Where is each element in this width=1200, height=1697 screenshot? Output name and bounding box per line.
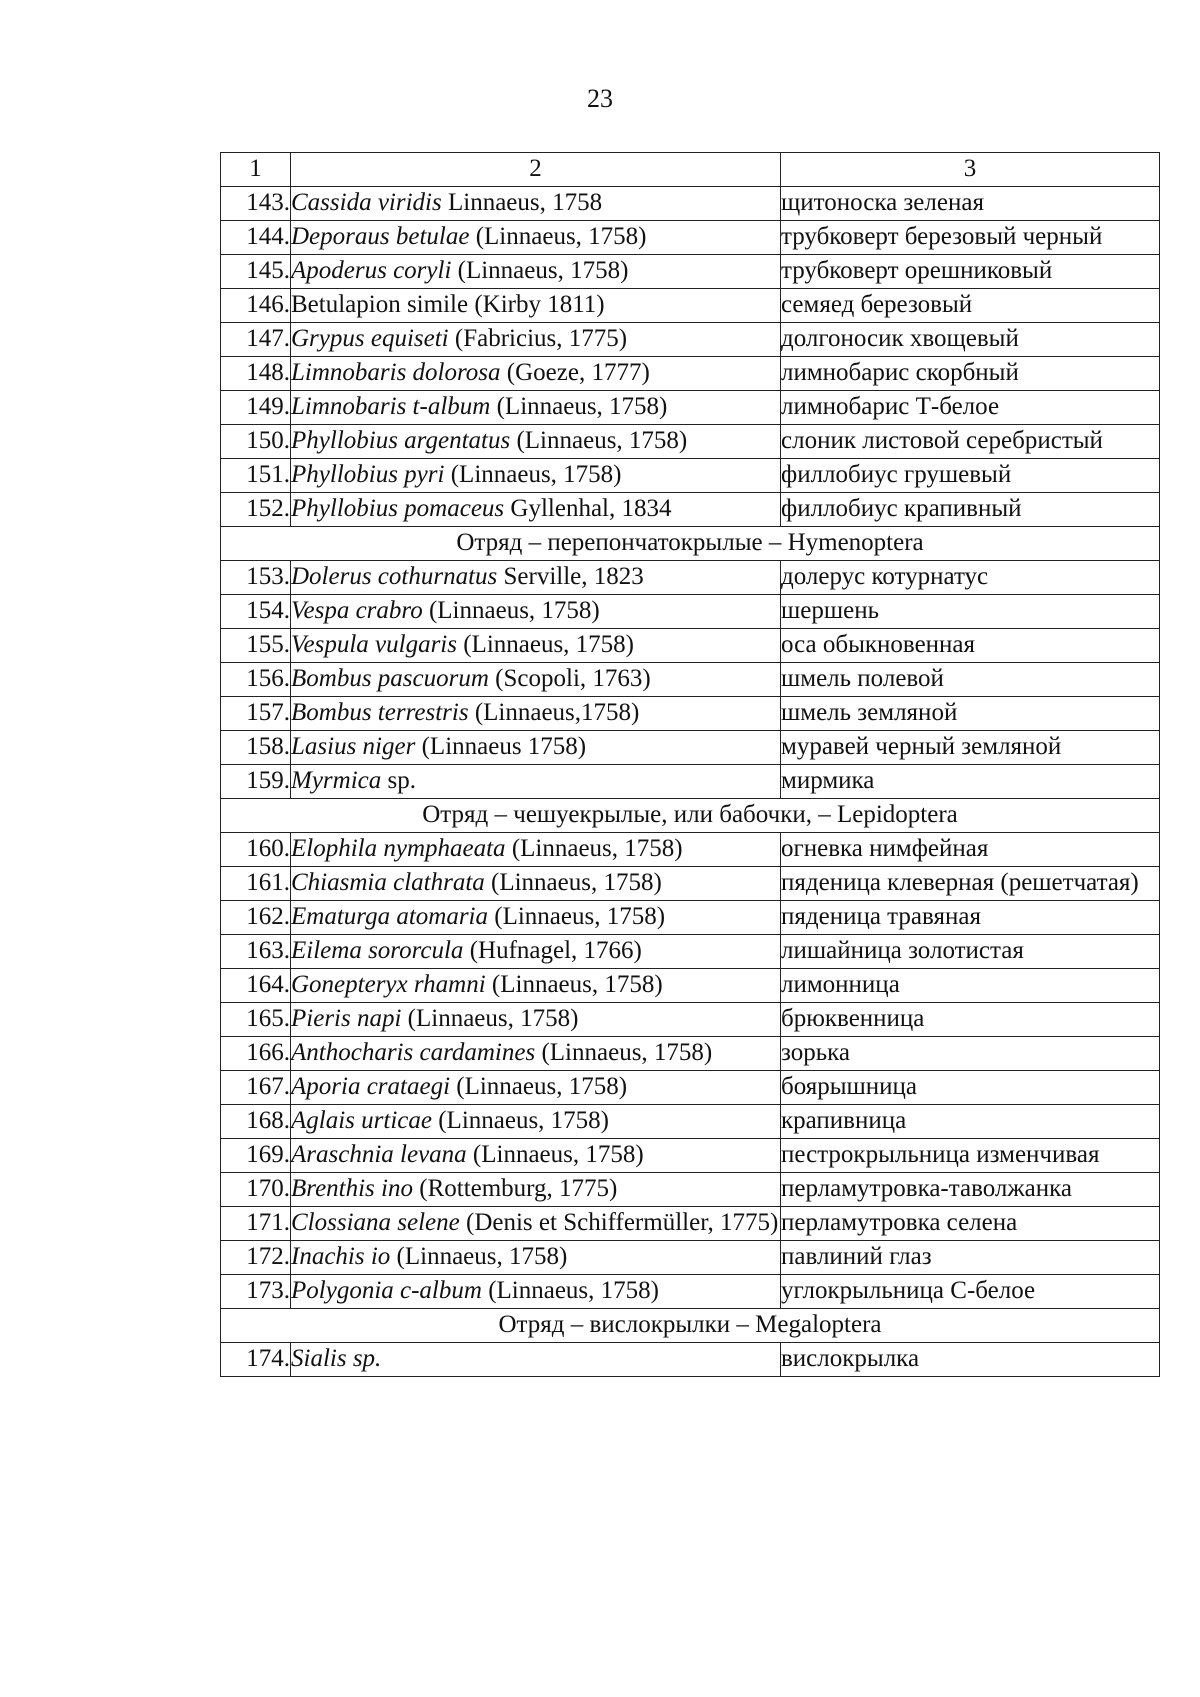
table-row xyxy=(221,1003,1160,1037)
latin-name: Sialis sp. xyxy=(291,1345,382,1372)
table-row xyxy=(221,901,1160,935)
latin-name: Araschnia levana xyxy=(291,1141,467,1168)
latin-name-cell xyxy=(291,357,781,391)
latin-name-cell xyxy=(291,833,781,867)
table-row xyxy=(221,1139,1160,1173)
latin-name-cell xyxy=(291,765,781,799)
latin-name: Bombus terrestris xyxy=(291,699,469,726)
common-name: павлиний глаз xyxy=(781,1241,1160,1275)
page-number: 23 xyxy=(587,84,613,113)
latin-name-cell xyxy=(291,391,781,425)
author-citation: (Linnaeus, 1758) xyxy=(488,903,666,930)
common-name: шмель земляной xyxy=(781,697,1160,731)
order-heading: Отряд – перепончатокрылые – Hymenoptera xyxy=(221,527,1160,561)
common-name: щитоноска зеленая xyxy=(781,187,1160,221)
author-citation: (Linnaeus, 1758) xyxy=(485,971,663,998)
latin-name-cell xyxy=(291,289,781,323)
row-number: 164. xyxy=(221,969,291,1003)
common-name: перламутровка-таволжанка xyxy=(781,1173,1160,1207)
author-citation: (Linnaeus, 1758) xyxy=(466,1141,644,1168)
author-citation: (Hufnagel, 1766) xyxy=(463,937,642,964)
latin-name-cell xyxy=(291,969,781,1003)
row-number: 143. xyxy=(221,187,291,221)
common-name: муравей черный земляной xyxy=(781,731,1160,765)
latin-name: Pieris napi xyxy=(291,1005,402,1032)
latin-name-cell xyxy=(291,425,781,459)
latin-name: Myrmica xyxy=(291,767,382,794)
row-number: 166. xyxy=(221,1037,291,1071)
row-number: 171. xyxy=(221,1207,291,1241)
latin-name-cell xyxy=(291,629,781,663)
table-row xyxy=(221,221,1160,255)
latin-name-cell xyxy=(291,221,781,255)
row-number: 150. xyxy=(221,425,291,459)
author-citation: (Linnaeus, 1758) xyxy=(450,1073,628,1100)
row-number: 153. xyxy=(221,561,291,595)
common-name: трубковерт орешниковый xyxy=(781,255,1160,289)
table-row xyxy=(221,1105,1160,1139)
table-row xyxy=(221,663,1160,697)
common-name: вислокрылка xyxy=(781,1343,1160,1377)
row-number: 155. xyxy=(221,629,291,663)
row-number: 163. xyxy=(221,935,291,969)
author-citation: (Linnaeus, 1758) xyxy=(535,1039,713,1066)
latin-name: Chiasmia clathrata xyxy=(291,869,485,896)
row-number: 169. xyxy=(221,1139,291,1173)
author-citation: Betulapion simile (Kirby 1811) xyxy=(291,291,605,318)
latin-name: Gonepteryx rhamni xyxy=(291,971,486,998)
common-name: пяденица травяная xyxy=(781,901,1160,935)
author-citation: (Linnaeus 1758) xyxy=(415,733,587,760)
common-name: зорька xyxy=(781,1037,1160,1071)
common-name: долерус котурнатус xyxy=(781,561,1160,595)
author-citation: (Denis et Schiffermüller, 1775) xyxy=(459,1209,779,1236)
row-number: 172. xyxy=(221,1241,291,1275)
common-name: боярышница xyxy=(781,1071,1160,1105)
order-heading-row xyxy=(221,1309,1160,1343)
latin-name: Apoderus coryli xyxy=(291,257,452,284)
latin-name-cell xyxy=(291,1275,781,1309)
table-row xyxy=(221,867,1160,901)
table-row xyxy=(221,493,1160,527)
author-citation: (Linnaeus, 1758) xyxy=(401,1005,579,1032)
latin-name: Limnobaris dolorosa xyxy=(291,359,501,386)
table-row xyxy=(221,425,1160,459)
latin-name-cell xyxy=(291,187,781,221)
author-citation: (Linnaeus, 1758) xyxy=(484,869,662,896)
order-heading-row xyxy=(221,799,1160,833)
latin-name-cell xyxy=(291,935,781,969)
table-row xyxy=(221,323,1160,357)
common-name: брюквенница xyxy=(781,1003,1160,1037)
common-name: долгоносик хвощевый xyxy=(781,323,1160,357)
order-heading: Отряд – чешуекрылые, или бабочки, – Lepidoptera xyxy=(221,799,1160,833)
table-row xyxy=(221,629,1160,663)
row-number: 160. xyxy=(221,833,291,867)
latin-name-cell xyxy=(291,1241,781,1275)
latin-name: Inachis io xyxy=(291,1243,391,1270)
table-row xyxy=(221,187,1160,221)
common-name: лимнобарис Т-белое xyxy=(781,391,1160,425)
latin-name: Dolerus cothurnatus xyxy=(291,563,498,590)
header-cell-common-name: 3 xyxy=(781,153,1160,187)
author-citation: (Goeze, 1777) xyxy=(500,359,650,386)
row-number: 152. xyxy=(221,493,291,527)
latin-name-cell xyxy=(291,663,781,697)
latin-name: Aglais urticae xyxy=(291,1107,432,1134)
latin-name: Phyllobius pyri xyxy=(291,461,445,488)
table-row xyxy=(221,935,1160,969)
table-row xyxy=(221,289,1160,323)
author-citation: (Linnaeus, 1758) xyxy=(444,461,622,488)
common-name: слоник листовой серебристый xyxy=(781,425,1160,459)
table-row xyxy=(221,833,1160,867)
row-number: 147. xyxy=(221,323,291,357)
row-number: 168. xyxy=(221,1105,291,1139)
latin-name-cell xyxy=(291,255,781,289)
author-citation: (Linnaeus, 1758) xyxy=(505,835,683,862)
table-row xyxy=(221,765,1160,799)
common-name: перламутровка селена xyxy=(781,1207,1160,1241)
latin-name-cell xyxy=(291,1207,781,1241)
common-name: лишайница золотистая xyxy=(781,935,1160,969)
table-row xyxy=(221,1037,1160,1071)
common-name: филлобиус грушевый xyxy=(781,459,1160,493)
table-row xyxy=(221,391,1160,425)
author-citation: (Fabricius, 1775) xyxy=(448,325,628,352)
row-number: 151. xyxy=(221,459,291,493)
row-number: 148. xyxy=(221,357,291,391)
latin-name: Limnobaris t-album xyxy=(291,393,491,420)
row-number: 157. xyxy=(221,697,291,731)
row-number: 158. xyxy=(221,731,291,765)
latin-name: Lasius niger xyxy=(291,733,416,760)
latin-name: Phyllobius argentatus xyxy=(291,427,511,454)
row-number: 161. xyxy=(221,867,291,901)
row-number: 146. xyxy=(221,289,291,323)
author-citation: (Linnaeus, 1758) xyxy=(481,1277,659,1304)
latin-name: Grypus equiseti xyxy=(291,325,449,352)
latin-name-cell xyxy=(291,1173,781,1207)
table-row xyxy=(221,1071,1160,1105)
latin-name: Cassida viridis xyxy=(291,189,442,216)
author-citation: (Scopoli, 1763) xyxy=(488,665,651,692)
table-row xyxy=(221,969,1160,1003)
row-number: 174. xyxy=(221,1343,291,1377)
header-cell-latin-name: 2 xyxy=(291,153,781,187)
row-number: 170. xyxy=(221,1173,291,1207)
author-citation: sp. xyxy=(381,767,416,794)
common-name: филлобиус крапивный xyxy=(781,493,1160,527)
latin-name-cell xyxy=(291,323,781,357)
order-heading: Отряд – вислокрылки – Megaloptera xyxy=(221,1309,1160,1343)
common-name: крапивница xyxy=(781,1105,1160,1139)
species-table-body xyxy=(221,153,1160,1377)
latin-name-cell xyxy=(291,1343,781,1377)
table-row xyxy=(221,561,1160,595)
common-name: оса обыкновенная xyxy=(781,629,1160,663)
latin-name-cell xyxy=(291,561,781,595)
common-name: мирмика xyxy=(781,765,1160,799)
author-citation: (Linnaeus, 1758) xyxy=(456,631,635,658)
author-citation: (Linnaeus, 1758) xyxy=(451,257,629,284)
species-table xyxy=(220,152,1160,1377)
table-row xyxy=(221,595,1160,629)
latin-name: Deporaus betulae xyxy=(291,223,470,250)
latin-name-cell xyxy=(291,1003,781,1037)
table-row xyxy=(221,731,1160,765)
latin-name: Phyllobius pomaceus xyxy=(291,495,505,522)
common-name: семяед березовый xyxy=(781,289,1160,323)
common-name: пестрокрыльница изменчивая xyxy=(781,1139,1160,1173)
latin-name: Ematurga atomaria xyxy=(291,903,488,930)
author-citation: (Linnaeus, 1758) xyxy=(469,223,647,250)
common-name: углокрыльница С-белое xyxy=(781,1275,1160,1309)
latin-name: Polygonia c-album xyxy=(291,1277,482,1304)
row-number: 144. xyxy=(221,221,291,255)
table-row xyxy=(221,357,1160,391)
row-number: 165. xyxy=(221,1003,291,1037)
table-row xyxy=(221,1275,1160,1309)
author-citation: (Linnaeus, 1758) xyxy=(431,1107,610,1134)
common-name: шершень xyxy=(781,595,1160,629)
table-row xyxy=(221,459,1160,493)
latin-name-cell xyxy=(291,731,781,765)
latin-name-cell xyxy=(291,1105,781,1139)
author-citation: (Rottemburg, 1775) xyxy=(413,1175,618,1202)
author-citation: Gyllenhal, 1834 xyxy=(504,495,672,522)
latin-name-cell xyxy=(291,867,781,901)
author-citation: Linnaeus, 1758 xyxy=(441,189,603,216)
latin-name-cell xyxy=(291,493,781,527)
latin-name: Elophila nymphaeata xyxy=(291,835,506,862)
common-name: лимонница xyxy=(781,969,1160,1003)
table-row xyxy=(221,1241,1160,1275)
latin-name-cell xyxy=(291,1071,781,1105)
author-citation: (Linnaeus,1758) xyxy=(468,699,640,726)
latin-name-cell xyxy=(291,901,781,935)
row-number: 149. xyxy=(221,391,291,425)
latin-name: Anthocharis cardamines xyxy=(291,1039,536,1066)
latin-name-cell xyxy=(291,1139,781,1173)
latin-name: Clossiana selene xyxy=(291,1209,460,1236)
row-number: 145. xyxy=(221,255,291,289)
latin-name-cell xyxy=(291,459,781,493)
latin-name: Aporia crataegi xyxy=(291,1073,451,1100)
latin-name-cell xyxy=(291,1037,781,1071)
row-number: 167. xyxy=(221,1071,291,1105)
common-name: лимнобарис скорбный xyxy=(781,357,1160,391)
common-name: трубковерт березовый черный xyxy=(781,221,1160,255)
row-number: 156. xyxy=(221,663,291,697)
table-row xyxy=(221,1207,1160,1241)
latin-name-cell xyxy=(291,697,781,731)
row-number: 173. xyxy=(221,1275,291,1309)
latin-name: Vespa crabro xyxy=(291,597,423,624)
common-name: шмель полевой xyxy=(781,663,1160,697)
latin-name: Eilema sororcula xyxy=(291,937,464,964)
table-header-row xyxy=(221,153,1160,187)
latin-name: Bombus pascuorum xyxy=(291,665,489,692)
common-name: огневка нимфейная xyxy=(781,833,1160,867)
table-row xyxy=(221,1343,1160,1377)
author-citation: Serville, 1823 xyxy=(497,563,644,590)
latin-name: Vespula vulgaris xyxy=(291,631,457,658)
common-name: пяденица клеверная (решетчатая) xyxy=(781,867,1160,901)
table-row xyxy=(221,697,1160,731)
author-citation: (Linnaeus, 1758) xyxy=(490,393,668,420)
row-number: 159. xyxy=(221,765,291,799)
row-number: 154. xyxy=(221,595,291,629)
latin-name-cell xyxy=(291,595,781,629)
table-row xyxy=(221,255,1160,289)
author-citation: (Linnaeus, 1758) xyxy=(422,597,600,624)
order-heading-row xyxy=(221,527,1160,561)
latin-name: Brenthis ino xyxy=(291,1175,413,1202)
table-row xyxy=(221,1173,1160,1207)
header-cell-number: 1 xyxy=(221,153,291,187)
row-number: 162. xyxy=(221,901,291,935)
author-citation: (Linnaeus, 1758) xyxy=(390,1243,568,1270)
author-citation: (Linnaeus, 1758) xyxy=(510,427,688,454)
